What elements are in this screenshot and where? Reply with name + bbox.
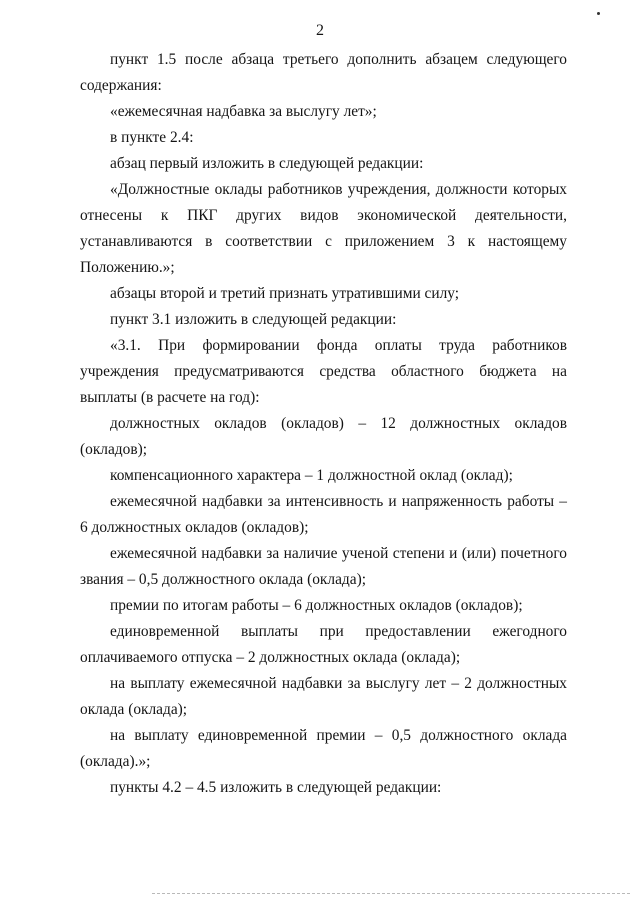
- paragraph-2: «ежемесячная надбавка за выслугу лет»;: [110, 103, 377, 120]
- paragraph-13: премии по итогам работы – 6 должностных окладов (окладов);: [110, 597, 523, 614]
- scan-edge-line: [152, 893, 630, 894]
- paragraph-9: должностных окладов (окладов) – 12 должностных окладов (окладов);: [80, 415, 567, 458]
- paragraph-3: в пункте 2.4:: [110, 129, 194, 146]
- paragraph-11: ежемесячной надбавки за интенсивность и напряженность работы – 6 должностных окладов (окладов);: [80, 493, 567, 536]
- paragraph-10: компенсационного характера – 1 должностной оклад (оклад);: [110, 467, 513, 484]
- paragraph-4: абзац первый изложить в следующей редакции:: [110, 155, 424, 172]
- paragraph-1: пункт 1.5 после абзаца третьего дополнить абзацем следующего содержания:: [80, 51, 567, 94]
- paragraph-5: «Должностные оклады работников учреждения, должности которых отнесены к ПКГ других видов экономической деятельности, устанавливаются в соответствии с приложением 3 к настоящему Положению.»;: [80, 181, 567, 276]
- document-body: [80, 47, 567, 801]
- paragraph-15: на выплату ежемесячной надбавки за выслугу лет – 2 должностных оклада (оклада);: [80, 675, 567, 718]
- paragraph-7: пункт 3.1 изложить в следующей редакции:: [110, 311, 397, 328]
- paragraph-17: пункты 4.2 – 4.5 изложить в следующей редакции:: [110, 779, 442, 796]
- page-number: 2: [316, 22, 324, 39]
- paragraph-16: на выплату единовременной премии – 0,5 должностного оклада (оклада).»;: [80, 727, 567, 770]
- paragraph-6: абзацы второй и третий признать утратившими силу;: [110, 285, 460, 302]
- paragraph-8: «3.1. При формировании фонда оплаты труда работников учреждения предусматриваются средства областного бюджета на выплаты (в расчете на год):: [80, 337, 567, 406]
- scan-speck: [597, 12, 600, 15]
- paragraph-14: единовременной выплаты при предоставлении ежегодного оплачиваемого отпуска – 2 должностных оклада (оклада);: [80, 623, 567, 666]
- paragraph-12: ежемесячной надбавки за наличие ученой степени и (или) почетного звания – 0,5 должностного оклада (оклада);: [80, 545, 567, 588]
